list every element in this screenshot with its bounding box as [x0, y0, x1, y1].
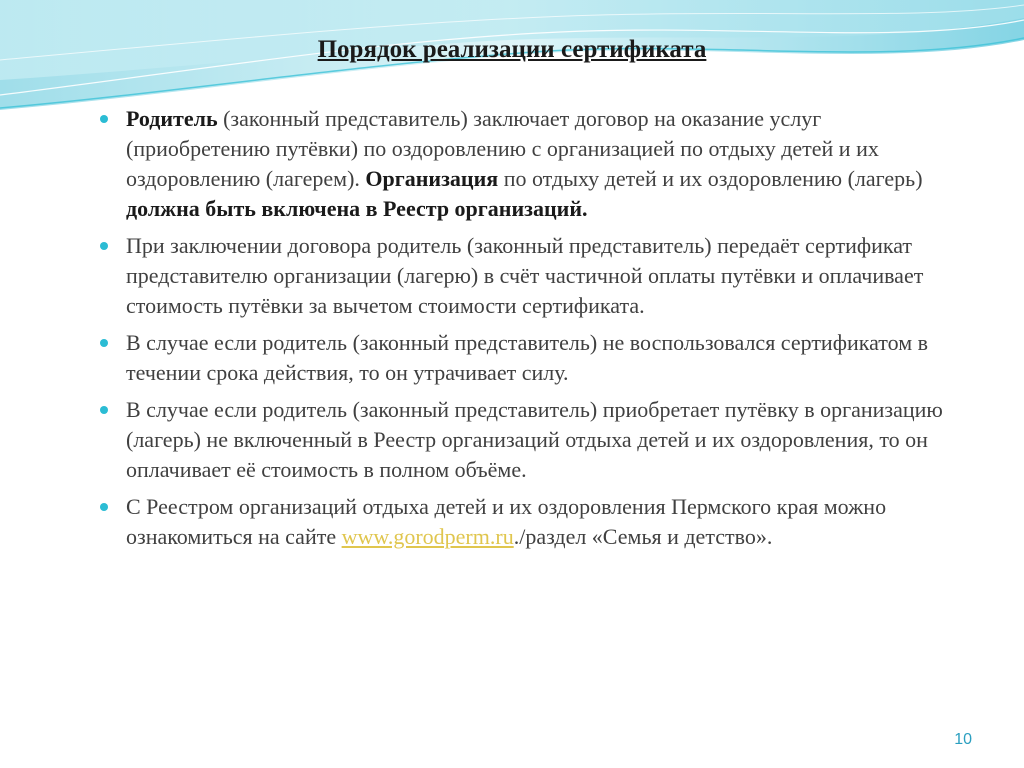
text-run: (законный представитель) заключает договор на оказание услуг (приобретению путёвки) по оздоровлению с организацией по отдыху детей и их оздоровлению (лагерем).	[126, 106, 879, 191]
bullet-dot-icon	[100, 339, 108, 347]
text-run: При заключении договора родитель (законный представитель) передаёт сертификат представителю организации (лагерю) в счёт частичной оплаты путёвки и оплачивает стоимость путёвки за вычетом стоимости сертификата.	[126, 233, 924, 318]
bullet-item	[96, 104, 956, 224]
bullet-list	[96, 104, 956, 559]
bullet-dot-icon	[100, 242, 108, 250]
bold-text: Родитель	[126, 106, 218, 131]
text-run: В случае если родитель (законный представитель) не воспользовался сертификатом в течении срока действия, то он утрачивает силу.	[126, 330, 929, 385]
page-number: 10	[954, 731, 972, 748]
bullet-item	[96, 328, 956, 388]
text-run: по отдыху детей и их оздоровлению (лагерь)	[498, 166, 923, 191]
text-run: С Реестром организаций отдыха детей и их оздоровления Пермского края можно ознакомиться на сайте	[126, 494, 887, 549]
bullet-item	[96, 231, 956, 321]
bullet-dot-icon	[100, 115, 108, 123]
bullet-dot-icon	[100, 503, 108, 511]
slide-title: Порядок реализации сертификата	[317, 36, 707, 63]
bold-text: должна быть включена в Реестр организаций.	[126, 196, 588, 221]
bold-text: Организация	[365, 166, 499, 191]
bullet-dot-icon	[100, 406, 108, 414]
text-run: ./раздел «Семья и детство».	[513, 524, 773, 549]
bullet-item	[96, 395, 956, 485]
text-run: В случае если родитель (законный представитель) приобретает путёвку в организацию (лагерь) не включенный в Реестр организаций отдыха детей и их оздоровления, то он оплачивает её стоимость в полном объёме.	[126, 397, 943, 482]
bullet-item	[96, 492, 956, 552]
website-link[interactable]: www.gorodperm.ru	[341, 524, 514, 549]
